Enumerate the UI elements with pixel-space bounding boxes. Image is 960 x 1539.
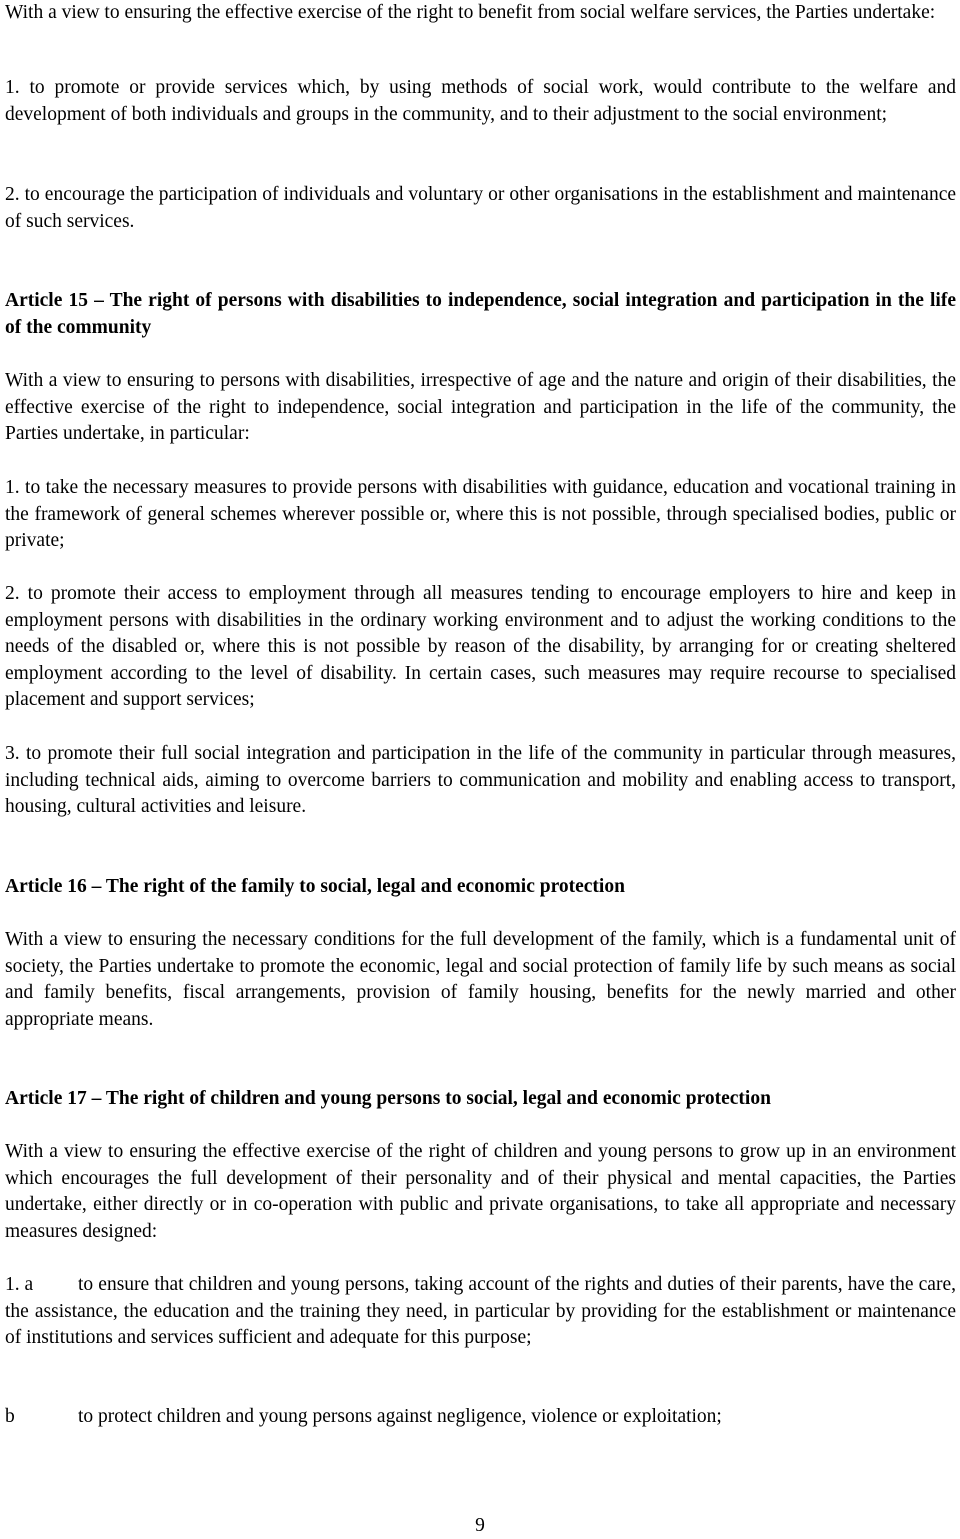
item-1a-marker: 1. a [5, 1274, 34, 1295]
article-15-intro: With a view to ensuring to persons with disabilities, irrespective of age and the nature and origin of their disabilities, the effective exercise of the right to independence, social integration and participation in the life of the community, the Parties undertake, in particular: [5, 370, 956, 444]
article-15-heading: Article 15 – The right of persons with disabilities to independence, social integration and participation in the life of the community [5, 290, 956, 338]
article-17-heading: Article 17 – The right of children and young persons to social, legal and economic protection [5, 1088, 771, 1109]
article-15-item-1: 1. to take the necessary measures to provide persons with disabilities with guidance, education and vocational training in the framework of general schemes wherever possible or, where this is not possible, through specialised bodies, public or private; [5, 477, 956, 551]
article-17-item-b [5, 1404, 956, 1431]
page-number: 9 [475, 1515, 485, 1536]
item-b-text: to protect children and young persons against negligence, violence or exploitation; [78, 1406, 722, 1427]
article-17-item-1a [5, 1272, 956, 1352]
item-b-marker: b [5, 1406, 15, 1427]
article-14-item-2: 2. to encourage the participation of individuals and voluntary or other organisations in the establishment and maintenance of such services. [5, 184, 956, 232]
article-15-item-3: 3. to promote their full social integration and participation in the life of the community in particular through measures, including technical aids, aiming to overcome barriers to communication and mobility and enabling access to transport, housing, cultural activities and leisure. [5, 743, 956, 817]
article-17-intro: With a view to ensuring the effective exercise of the right of children and young persons to grow up in an environment which encourages the full development of their personality and of their physical and mental capacities, the Parties undertake, either directly or in co-operation with public and private organisations, to take all appropriate and necessary measures designed: [5, 1141, 956, 1242]
article-15-item-2: 2. to promote their access to employment through all measures tending to encourage employers to hire and keep in employment persons with disabilities in the ordinary working environment and to adjust the working conditions to the needs of the disabled or, where this is not possible by reason of the disability, by arranging for or creating sheltered employment according to the level of disability. In certain cases, such measures may require recourse to specialised placement and support services; [5, 583, 956, 710]
article-16-intro: With a view to ensuring the necessary conditions for the full development of the family, which is a fundamental unit of society, the Parties undertake to promote the economic, legal and social protection of family life by such means as social and family benefits, fiscal arrangements, provision of family housing, benefits for the newly married and other appropriate means. [5, 929, 956, 1030]
article-14-intro: With a view to ensuring the effective exercise of the right to benefit from social welfare services, the Parties undertake: [5, 2, 936, 23]
article-16-heading: Article 16 – The right of the family to social, legal and economic protection [5, 876, 625, 897]
item-1a-text: to ensure that children and young persons, taking account of the rights and duties of their parents, have the care, the assistance, the education and the training they need, in particular by providing for the establishment or maintenance of institutions and services sufficient and adequate for this purpose; [5, 1274, 956, 1348]
article-14-item-1: 1. to promote or provide services which, by using methods of social work, would contribute to the welfare and development of both individuals and groups in the community, and to their adjustment to the social environment; [5, 77, 956, 125]
